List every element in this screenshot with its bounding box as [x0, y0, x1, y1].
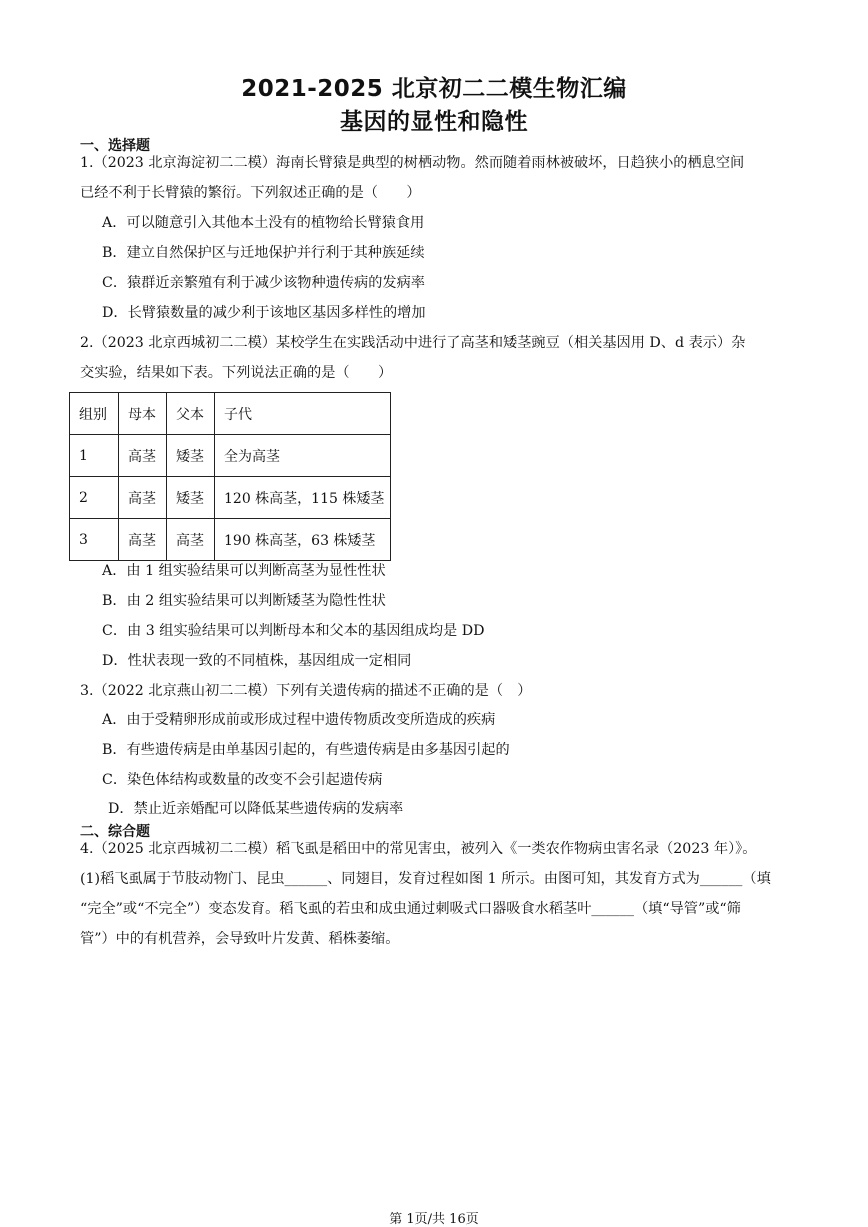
- table-cell: 高茎: [119, 435, 167, 477]
- question-1-line-2: 已经不利于长臂猿的繁衍。下列叙述正确的是（ ）: [80, 185, 421, 201]
- question-2-option-a: A．由 1 组实验结果可以判断高茎为显性性状: [102, 563, 386, 579]
- question-4-line-3: “完全”或“不完全”）变态发育。稻飞虱的若虫和成虫通过刺吸式口器吸食水稻茎叶______（填“导管”或“筛: [80, 901, 741, 917]
- table-cell: 矮茎: [167, 477, 215, 519]
- table-row: [70, 477, 391, 519]
- section-heading-comprehensive: 二、综合题: [80, 824, 150, 840]
- table-cell: 3: [70, 519, 119, 561]
- question-3-line-1: 3.（2022 北京燕山初二二模）下列有关遗传病的描述不正确的是（ ）: [80, 683, 532, 699]
- question-2-line-2: 交实验，结果如下表。下列说法正确的是（ ）: [80, 365, 393, 381]
- question-4-line-2: (1)稻飞虱属于节肢动物门、昆虫______、同翅目，发育过程如图 1 所示。由图可知，其发育方式为______（填: [80, 871, 771, 887]
- question-4-line-4: 管”）中的有机营养，会导致叶片发黄、稻株萎缩。: [80, 931, 400, 947]
- question-1-option-b: B．建立自然保护区与迁地保护并行利于其种族延续: [102, 245, 425, 261]
- table-header-cell: 组别: [70, 393, 119, 435]
- question-4-line-1: 4.（2025 北京西城初二二模）稻飞虱是稻田中的常见害虫，被列入《一类农作物病虫害名录（2023 年）》。: [80, 841, 757, 857]
- section-heading-choice: 一、选择题: [80, 138, 150, 154]
- table-header-cell: 母本: [119, 393, 167, 435]
- page-subtitle: 基因的显性和隐性: [340, 109, 528, 135]
- table-cell: 2: [70, 477, 119, 519]
- table-cell: 全为高茎: [215, 435, 391, 477]
- question-1-option-a: A．可以随意引入其他本土没有的植物给长臂猿食用: [102, 215, 425, 231]
- question-1-option-c: C．猿群近亲繁殖有利于减少该物种遗传病的发病率: [102, 275, 425, 291]
- page-title: 2021-2025 北京初二二模生物汇编: [241, 76, 627, 102]
- question-3-option-a: A．由于受精卵形成前或形成过程中遗传物质改变所造成的疾病: [102, 712, 496, 728]
- table-header-cell: 父本: [167, 393, 215, 435]
- table-cell: 矮茎: [167, 435, 215, 477]
- table-cell: 1: [70, 435, 119, 477]
- page-number: 第 1页/共 16页: [389, 1212, 479, 1227]
- question-2-option-c: C．由 3 组实验结果可以判断母本和父本的基因组成均是 DD: [102, 623, 485, 639]
- table-cell: 高茎: [119, 477, 167, 519]
- question-3-option-b: B．有些遗传病是由单基因引起的，有些遗传病是由多基因引起的: [102, 742, 510, 758]
- question-3-option-c: C．染色体结构或数量的改变不会引起遗传病: [102, 772, 383, 788]
- question-3-option-d: D．禁止近亲婚配可以降低某些遗传病的发病率: [108, 801, 404, 817]
- cross-experiment-table: [69, 392, 391, 561]
- question-1-option-d: D．长臂猿数量的减少利于该地区基因多样性的增加: [102, 305, 426, 321]
- question-1-line-1: 1.（2023 北京海淀初二二模）海南长臂猿是典型的树栖动物。然而随着雨林被破坏，日趋狭小的栖息空间: [80, 155, 745, 171]
- question-2-option-d: D．性状表现一致的不同植株，基因组成一定相同: [102, 653, 412, 669]
- table-cell: 120 株高茎，115 株矮茎: [215, 477, 391, 519]
- table-header-cell: 子代: [215, 393, 391, 435]
- table-row: [70, 519, 391, 561]
- question-2-option-b: B．由 2 组实验结果可以判断矮茎为隐性性状: [102, 593, 386, 609]
- table-cell: 高茎: [119, 519, 167, 561]
- table-row: [70, 435, 391, 477]
- question-2-line-1: 2.（2023 北京西城初二二模）某校学生在实践活动中进行了高茎和矮茎豌豆（相关基因用 D、d 表示）杂: [80, 335, 746, 351]
- table-cell: 190 株高茎，63 株矮茎: [215, 519, 391, 561]
- table-cell: 高茎: [167, 519, 215, 561]
- table-header-row: [70, 393, 391, 435]
